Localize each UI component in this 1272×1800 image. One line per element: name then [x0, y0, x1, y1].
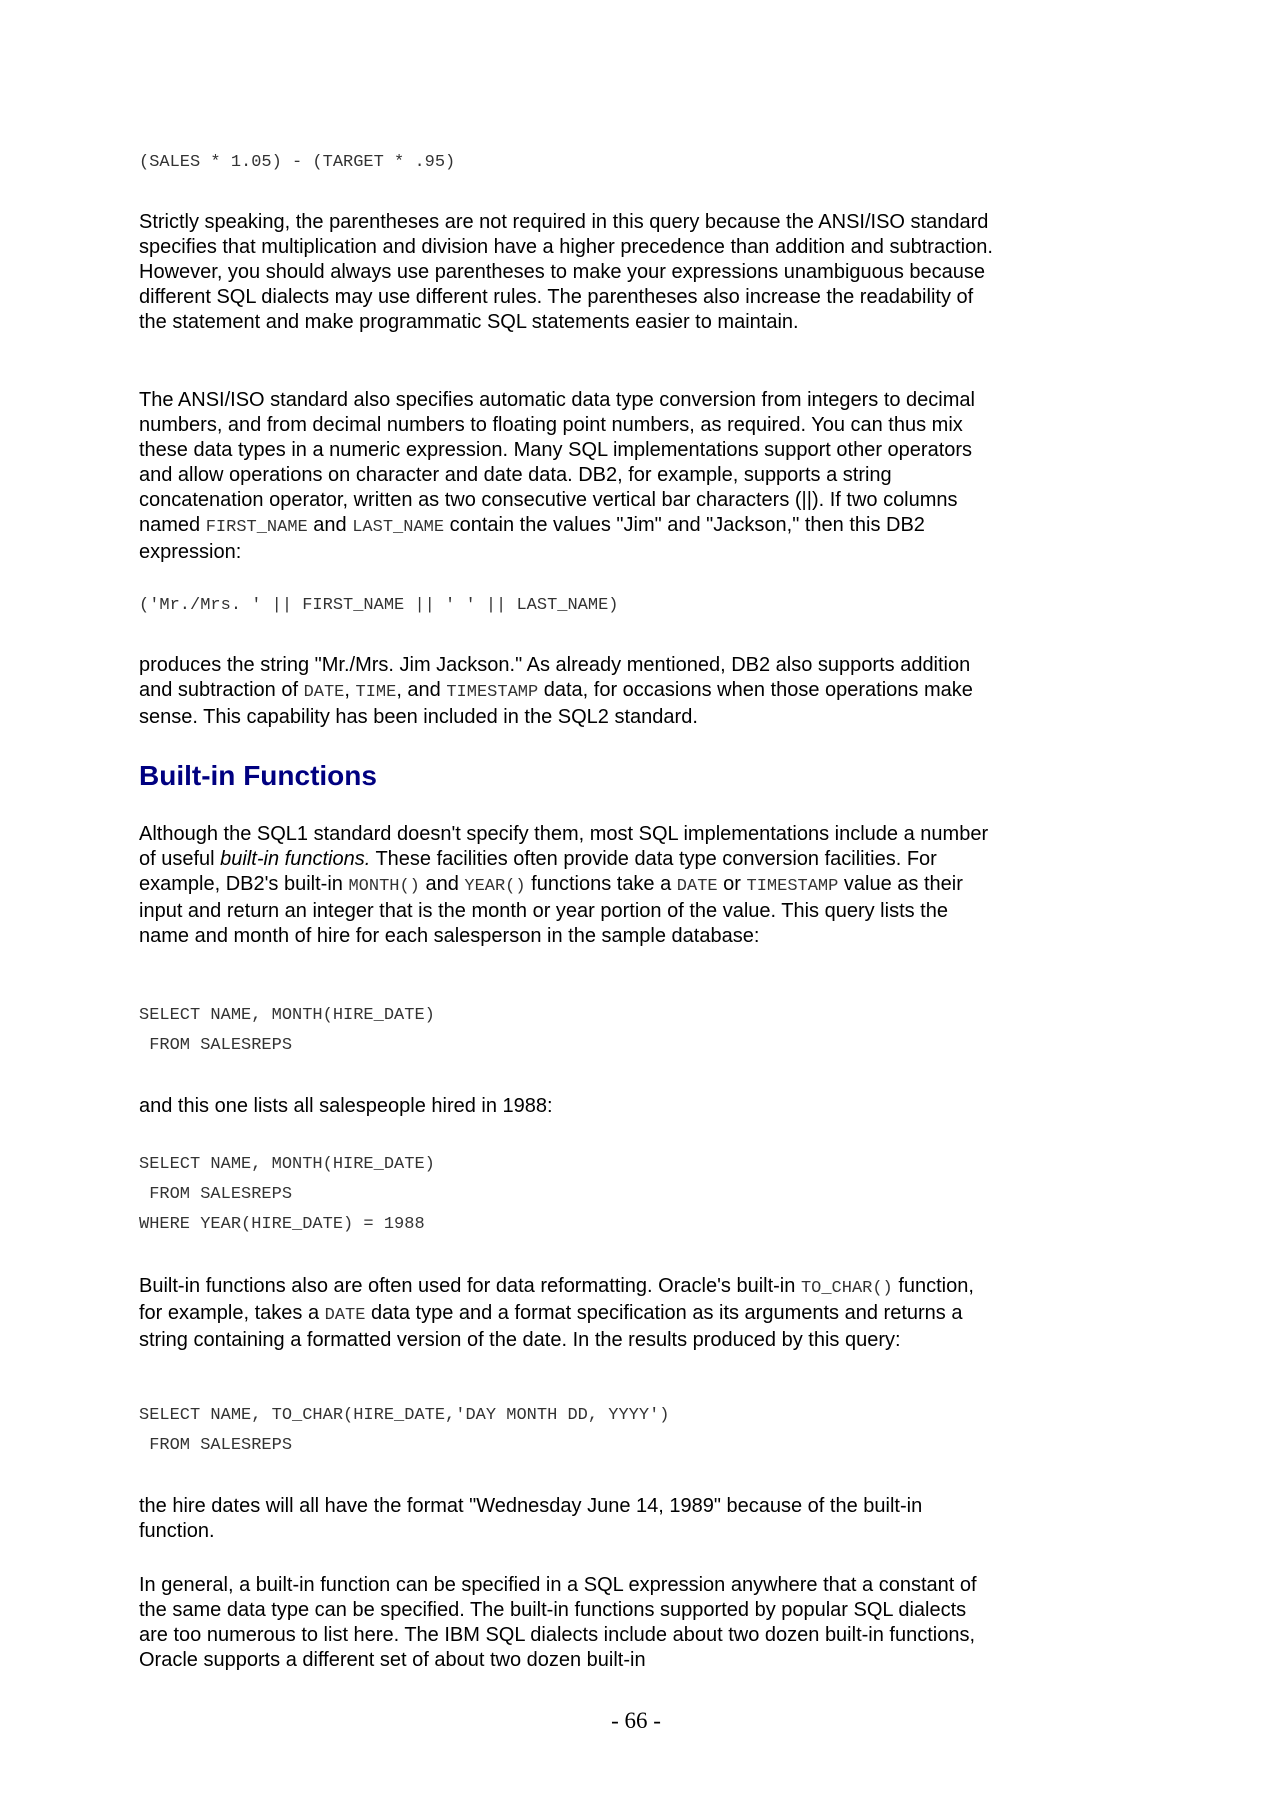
- paragraph-hire-format: the hire dates will all have the format "Wednesday June 14, 1989" because of the built-in function.: [139, 1495, 923, 1542]
- paragraph-type-conversion: The ANSI/ISO standard also specifies automatic data type conversion from integers to decimal numbers, and from decimal numbers to floating point numbers, as required. You can thus mix these data types in a numeric expression. Many SQL implementations support other operators and allow operations on character and date data. DB2, for example, supports a string concatenation operator, written as two consecutive vertical bar characters (||). If two columns named FIRST_NAME and LAST_NAME contain the values "Jim" and "Jackson," then this DB2 expression:: [139, 389, 975, 563]
- code-year-query: SELECT NAME, MONTH(HIRE_DATE) FROM SALESREPS WHERE YEAR(HIRE_DATE) = 1988: [139, 1155, 435, 1234]
- paragraph-builtin-intro: Although the SQL1 standard doesn't specify them, most SQL implementations include a number of useful built-in functions. These facilities often provide data type conversion facilities. For example, DB2's built-in MONTH() and YEAR() functions take a DATE or TIMESTAMP value as their input and return an integer that is the month or year portion of the value. This query lists the name and month of hire for each salesperson in the sample database:: [139, 823, 989, 947]
- code-expression: (SALES * 1.05) - (TARGET * .95): [139, 153, 456, 172]
- paragraph-hired-1988: and this one lists all salespeople hired in 1988:: [139, 1095, 553, 1117]
- code-to-char-query: SELECT NAME, TO_CHAR(HIRE_DATE,'DAY MONTH DD, YYYY') FROM SALESREPS: [139, 1406, 670, 1455]
- code-concatenation: ('Mr./Mrs. ' || FIRST_NAME || ' ' || LAST_NAME): [139, 596, 619, 615]
- section-heading: Built-in Functions: [139, 760, 377, 791]
- paragraph-general: In general, a built-in function can be specified in a SQL expression anywhere that a constant of the same data type can be specified. The built-in functions supported by popular SQL dialects are too numerous to list here. The IBM SQL dialects include about two dozen built-in functions, Oracle supports a different set of about two dozen built-in: [139, 1574, 977, 1671]
- paragraph-reformatting: Built-in functions also are often used for data reformatting. Oracle's built-in TO_CHAR() function, for example, takes a DATE data type and a format specification as its arguments and returns a string containing a formatted version of the date. In the results produced by this query:: [139, 1275, 974, 1351]
- paragraph-date-arithmetic: produces the string "Mr./Mrs. Jim Jackson." As already mentioned, DB2 also supports addition and subtraction of DATE, TIME, and TIMESTAMP data, for occasions when those operations make sense. This capability has been included in the SQL2 standard.: [139, 654, 973, 728]
- code-month-query: SELECT NAME, MONTH(HIRE_DATE) FROM SALESREPS: [139, 1006, 435, 1055]
- paragraph-precedence: Strictly speaking, the parentheses are not required in this query because the ANSI/ISO standard specifies that multiplication and division have a higher precedence than addition and subtraction. However, you should always use parentheses to make your expressions unambiguous because different SQL dialects may use different rules. The parentheses also increase the readability of the statement and make programmatic SQL statements easier to maintain.: [139, 211, 993, 333]
- page-number: - 66 -: [611, 1708, 661, 1733]
